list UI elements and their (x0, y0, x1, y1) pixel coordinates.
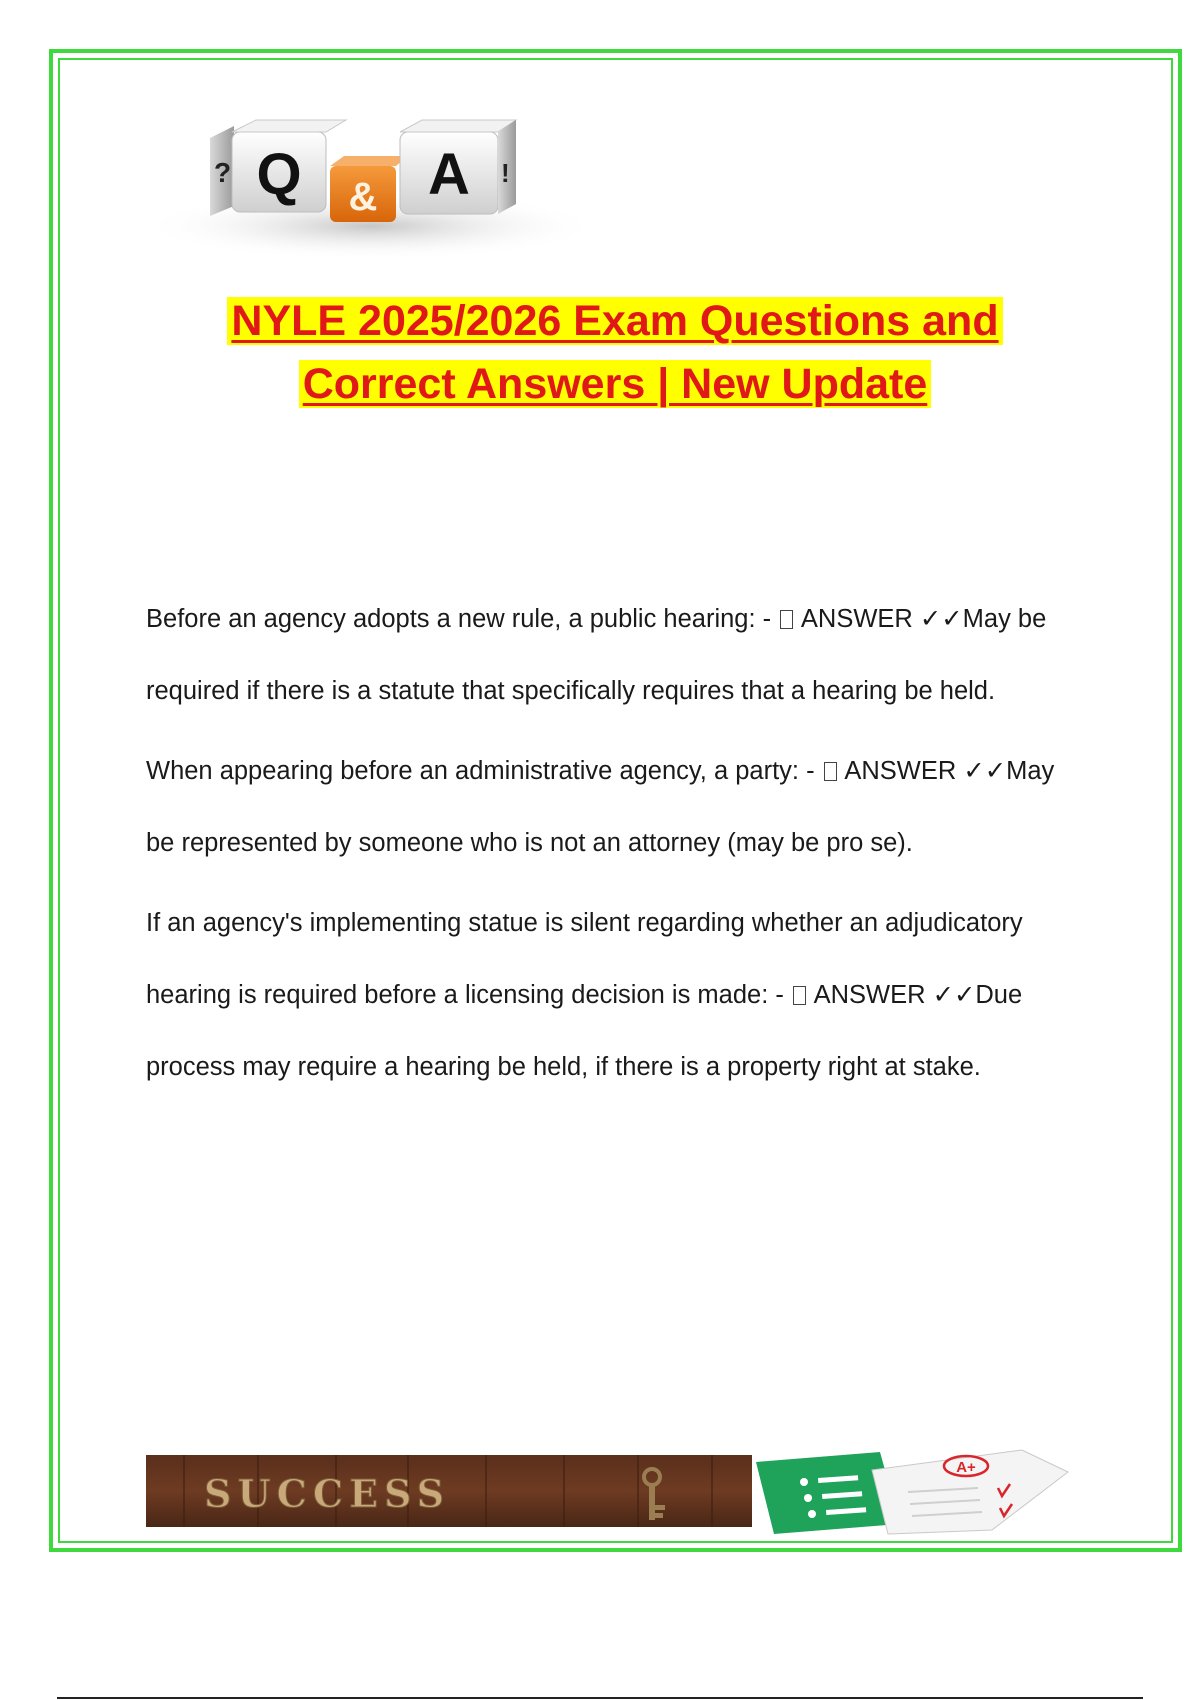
grade-mark: A+ (956, 1459, 976, 1476)
a-die (400, 120, 516, 214)
ampersand-die-glyph: & (348, 175, 378, 219)
missing-glyph-icon (824, 762, 837, 781)
q-die (210, 120, 346, 216)
qa-answer: May be represented by someone who is not an attorney (may be pro se). (146, 757, 1055, 857)
qa-question: When appearing before an administrative agency, a party: - (146, 757, 822, 785)
qa-item (146, 735, 1071, 879)
success-banner-text: SUCCESS (204, 1471, 451, 1516)
qa-dice-logo (146, 86, 596, 266)
qa-answer: May be required if there is a statute that specifically requires that a hearing be held. (146, 605, 1047, 705)
document-title (120, 290, 1110, 416)
q-die-side-glyph: ? (214, 157, 232, 188)
title-line-1: NYLE 2025/2026 Exam Questions and (227, 297, 1002, 345)
qa-answer-prefix: ANSWER ✓✓ (807, 981, 976, 1009)
qa-item (146, 887, 1071, 1103)
a-die-letter: A (428, 142, 470, 207)
success-banner (146, 1455, 752, 1527)
qa-answer: Due process may require a hearing be held, if there is a property right at stake. (146, 981, 1023, 1081)
qa-answer-prefix: ANSWER ✓✓ (795, 605, 963, 633)
missing-glyph-icon (793, 986, 806, 1005)
graded-test-illustration (752, 1448, 1072, 1538)
qa-question: If an agency's implementing statue is silent regarding whether an adjudicatory hearing is required before a licensing decision is made: - (146, 909, 1023, 1009)
qa-answer-prefix: ANSWER ✓✓ (838, 757, 1007, 785)
missing-glyph-icon (780, 610, 793, 629)
graded-paper-icon (872, 1450, 1068, 1534)
qa-content (146, 583, 1071, 1111)
qa-item (146, 583, 1071, 727)
title-line-2: Correct Answers | New Update (299, 360, 932, 408)
q-die-letter: Q (256, 142, 302, 207)
page-bottom-rule (57, 1697, 1143, 1699)
qa-question: Before an agency adopts a new rule, a public hearing: - (146, 605, 779, 633)
a-die-side-glyph: ! (501, 158, 510, 188)
